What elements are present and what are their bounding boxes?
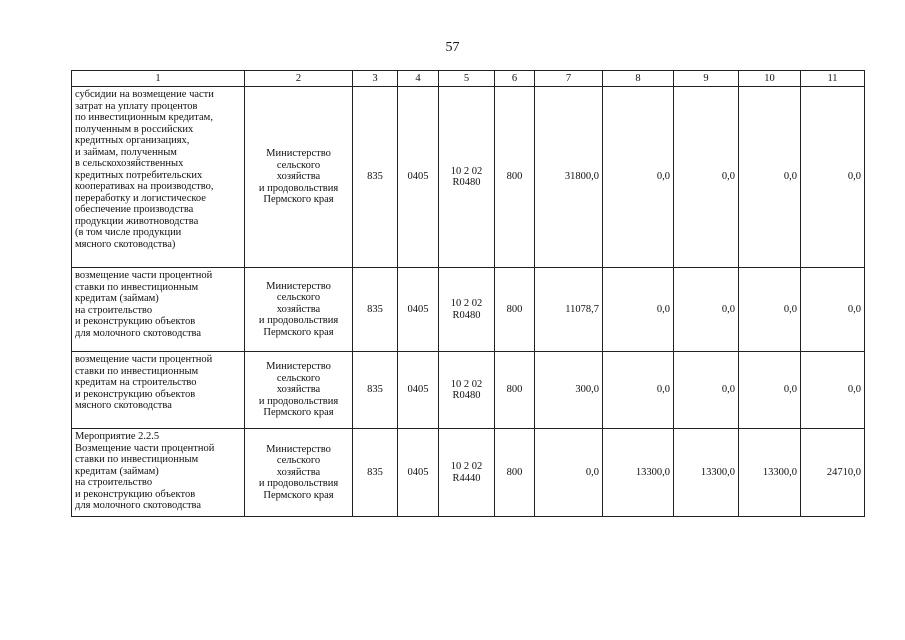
row-ministry: Министерство сельского хозяйства и продовольствия Пермского края	[245, 352, 353, 429]
row-col5: 10 2 02 R0480	[439, 352, 495, 429]
column-header: 3	[353, 71, 398, 87]
row-col6: 800	[495, 87, 535, 268]
column-header: 1	[72, 71, 245, 87]
row-col7: 11078,7	[535, 268, 603, 352]
column-header: 2	[245, 71, 353, 87]
column-header: 5	[439, 71, 495, 87]
page-number: 57	[445, 40, 460, 55]
row-col11: 24710,0	[801, 429, 865, 517]
row-col9: 0,0	[674, 352, 739, 429]
row-col10: 13300,0	[739, 429, 801, 517]
column-header: 6	[495, 71, 535, 87]
row-col6: 800	[495, 429, 535, 517]
row-ministry: Министерство сельского хозяйства и продовольствия Пермского края	[245, 429, 353, 517]
row-col7: 0,0	[535, 429, 603, 517]
row-col7: 31800,0	[535, 87, 603, 268]
row-col11: 0,0	[801, 87, 865, 268]
row-ministry: Министерство сельского хозяйства и продовольствия Пермского края	[245, 87, 353, 268]
header-row	[72, 71, 865, 87]
row-col3: 835	[353, 268, 398, 352]
table-row	[72, 429, 865, 517]
row-col10: 0,0	[739, 352, 801, 429]
column-header: 8	[603, 71, 674, 87]
row-col4: 0405	[398, 268, 439, 352]
table-row	[72, 87, 865, 268]
row-description: возмещение части процентной ставки по инвестиционным кредитам (займам) на строительство и реконструкцию объектов для молочного скотоводства	[72, 268, 245, 352]
row-col11: 0,0	[801, 352, 865, 429]
row-col5: 10 2 02 R0480	[439, 87, 495, 268]
row-col6: 800	[495, 268, 535, 352]
row-col3: 835	[353, 429, 398, 517]
row-col10: 0,0	[739, 87, 801, 268]
row-ministry: Министерство сельского хозяйства и продовольствия Пермского края	[245, 268, 353, 352]
budget-table	[71, 70, 865, 517]
column-header: 4	[398, 71, 439, 87]
row-description: субсидии на возмещение части затрат на уплату процентов по инвестиционным кредитам, полученным в российских кредитных организациях, и займам, полученным в сельскохозяйственных кредитных потребительских кооперативах на производство, переработку и логистическое обеспечение производства продукции животноводства (в том числе продукции мясного скотоводства)	[72, 87, 245, 268]
column-header: 7	[535, 71, 603, 87]
table-row	[72, 352, 865, 429]
row-col4: 0405	[398, 429, 439, 517]
row-col8: 13300,0	[603, 429, 674, 517]
row-col5: 10 2 02 R0480	[439, 268, 495, 352]
row-col10: 0,0	[739, 268, 801, 352]
row-col5: 10 2 02 R4440	[439, 429, 495, 517]
row-col3: 835	[353, 87, 398, 268]
row-col8: 0,0	[603, 352, 674, 429]
row-col9: 13300,0	[674, 429, 739, 517]
table-row	[72, 268, 865, 352]
row-col8: 0,0	[603, 87, 674, 268]
column-header: 11	[801, 71, 865, 87]
row-col7: 300,0	[535, 352, 603, 429]
row-col9: 0,0	[674, 268, 739, 352]
row-col8: 0,0	[603, 268, 674, 352]
row-col3: 835	[353, 352, 398, 429]
row-description: Мероприятие 2.2.5 Возмещение части процентной ставки по инвестиционным кредитам (займам) на строительство и реконструкцию объектов для молочного скотоводства	[72, 429, 245, 517]
column-header: 10	[739, 71, 801, 87]
row-col11: 0,0	[801, 268, 865, 352]
row-col9: 0,0	[674, 87, 739, 268]
row-col4: 0405	[398, 352, 439, 429]
row-description: возмещение части процентной ставки по инвестиционным кредитам на строительство и реконструкцию объектов мясного скотоводства	[72, 352, 245, 429]
column-header: 9	[674, 71, 739, 87]
row-col4: 0405	[398, 87, 439, 268]
row-col6: 800	[495, 352, 535, 429]
